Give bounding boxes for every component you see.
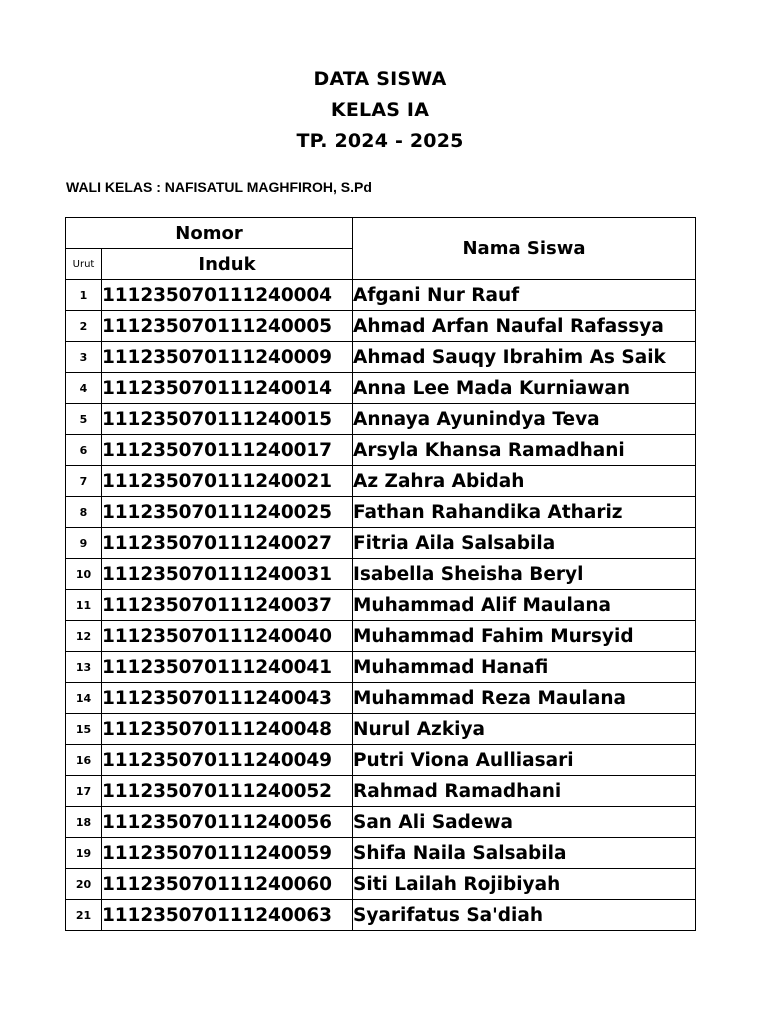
student-name-cell: Siti Lailah Rojibiyah bbox=[353, 869, 696, 900]
column-header-urut: Urut bbox=[66, 249, 102, 280]
row-number-cell: 11 bbox=[66, 590, 102, 621]
student-id-cell: 111235070111240063 bbox=[102, 900, 353, 931]
student-id-cell: 111235070111240041 bbox=[102, 652, 353, 683]
row-number-cell: 4 bbox=[66, 373, 102, 404]
row-number-cell: 7 bbox=[66, 466, 102, 497]
student-id-cell: 111235070111240009 bbox=[102, 342, 353, 373]
student-id-cell: 111235070111240049 bbox=[102, 745, 353, 776]
table-row bbox=[66, 466, 696, 497]
row-number-cell: 18 bbox=[66, 807, 102, 838]
table-row bbox=[66, 559, 696, 590]
student-id-cell: 111235070111240040 bbox=[102, 621, 353, 652]
table-row bbox=[66, 404, 696, 435]
row-number-cell: 15 bbox=[66, 714, 102, 745]
homeroom-teacher-label: WALI KELAS : NAFISATUL MAGHFIROH, S.Pd bbox=[66, 179, 372, 195]
column-header-induk: Induk bbox=[102, 249, 353, 280]
student-name-cell: Muhammad Hanafi bbox=[353, 652, 696, 683]
row-number-cell: 6 bbox=[66, 435, 102, 466]
class-title: KELAS IA bbox=[330, 99, 430, 121]
table-row bbox=[66, 280, 696, 311]
row-number-cell: 3 bbox=[66, 342, 102, 373]
page-title: DATA SISWA bbox=[313, 68, 447, 90]
student-id-cell: 111235070111240052 bbox=[102, 776, 353, 807]
column-header-nomor: Nomor bbox=[66, 218, 353, 249]
student-name-cell: Ahmad Sauqy Ibrahim As Saik bbox=[353, 342, 696, 373]
student-name-cell: Nurul Azkiya bbox=[353, 714, 696, 745]
row-number-cell: 20 bbox=[66, 869, 102, 900]
student-id-cell: 111235070111240043 bbox=[102, 683, 353, 714]
student-name-cell: Annaya Ayunindya Teva bbox=[353, 404, 696, 435]
column-header-nama-siswa: Nama Siswa bbox=[353, 218, 696, 280]
row-number-cell: 5 bbox=[66, 404, 102, 435]
table-row bbox=[66, 714, 696, 745]
student-name-cell: San Ali Sadewa bbox=[353, 807, 696, 838]
student-name-cell: Rahmad Ramadhani bbox=[353, 776, 696, 807]
student-name-cell: Arsyla Khansa Ramadhani bbox=[353, 435, 696, 466]
student-table bbox=[65, 217, 696, 931]
table-row bbox=[66, 311, 696, 342]
table-row bbox=[66, 776, 696, 807]
student-name-cell: Syarifatus Sa'diah bbox=[353, 900, 696, 931]
row-number-cell: 17 bbox=[66, 776, 102, 807]
row-number-cell: 13 bbox=[66, 652, 102, 683]
student-name-cell: Muhammad Reza Maulana bbox=[353, 683, 696, 714]
table-row bbox=[66, 497, 696, 528]
student-name-cell: Muhammad Fahim Mursyid bbox=[353, 621, 696, 652]
student-name-cell: Muhammad Alif Maulana bbox=[353, 590, 696, 621]
student-id-cell: 111235070111240037 bbox=[102, 590, 353, 621]
row-number-cell: 9 bbox=[66, 528, 102, 559]
row-number-cell: 2 bbox=[66, 311, 102, 342]
table-row bbox=[66, 900, 696, 931]
student-name-cell: Afgani Nur Rauf bbox=[353, 280, 696, 311]
student-id-cell: 111235070111240059 bbox=[102, 838, 353, 869]
table-row bbox=[66, 528, 696, 559]
row-number-cell: 21 bbox=[66, 900, 102, 931]
table-row bbox=[66, 683, 696, 714]
table-row bbox=[66, 869, 696, 900]
student-name-cell: Fitria Aila Salsabila bbox=[353, 528, 696, 559]
student-id-cell: 111235070111240005 bbox=[102, 311, 353, 342]
student-id-cell: 111235070111240017 bbox=[102, 435, 353, 466]
table-row bbox=[66, 590, 696, 621]
student-name-cell: Ahmad Arfan Naufal Rafassya bbox=[353, 311, 696, 342]
row-number-cell: 8 bbox=[66, 497, 102, 528]
row-number-cell: 1 bbox=[66, 280, 102, 311]
row-number-cell: 10 bbox=[66, 559, 102, 590]
table-row bbox=[66, 652, 696, 683]
table-row bbox=[66, 745, 696, 776]
table-row bbox=[66, 435, 696, 466]
student-name-cell: Shifa Naila Salsabila bbox=[353, 838, 696, 869]
student-id-cell: 111235070111240015 bbox=[102, 404, 353, 435]
table-row bbox=[66, 621, 696, 652]
table-row bbox=[66, 807, 696, 838]
student-id-cell: 111235070111240014 bbox=[102, 373, 353, 404]
row-number-cell: 19 bbox=[66, 838, 102, 869]
student-id-cell: 111235070111240048 bbox=[102, 714, 353, 745]
student-id-cell: 111235070111240060 bbox=[102, 869, 353, 900]
table-row bbox=[66, 373, 696, 404]
row-number-cell: 16 bbox=[66, 745, 102, 776]
student-id-cell: 111235070111240004 bbox=[102, 280, 353, 311]
row-number-cell: 14 bbox=[66, 683, 102, 714]
student-id-cell: 111235070111240056 bbox=[102, 807, 353, 838]
school-year-title: TP. 2024 - 2025 bbox=[296, 130, 464, 152]
row-number-cell: 12 bbox=[66, 621, 102, 652]
student-name-cell: Anna Lee Mada Kurniawan bbox=[353, 373, 696, 404]
student-rows bbox=[66, 280, 696, 931]
table-row bbox=[66, 342, 696, 373]
student-name-cell: Az Zahra Abidah bbox=[353, 466, 696, 497]
table-row bbox=[66, 838, 696, 869]
student-id-cell: 111235070111240021 bbox=[102, 466, 353, 497]
student-id-cell: 111235070111240031 bbox=[102, 559, 353, 590]
student-id-cell: 111235070111240027 bbox=[102, 528, 353, 559]
student-id-cell: 111235070111240025 bbox=[102, 497, 353, 528]
student-name-cell: Putri Viona Aulliasari bbox=[353, 745, 696, 776]
student-name-cell: Isabella Sheisha Beryl bbox=[353, 559, 696, 590]
student-name-cell: Fathan Rahandika Athariz bbox=[353, 497, 696, 528]
